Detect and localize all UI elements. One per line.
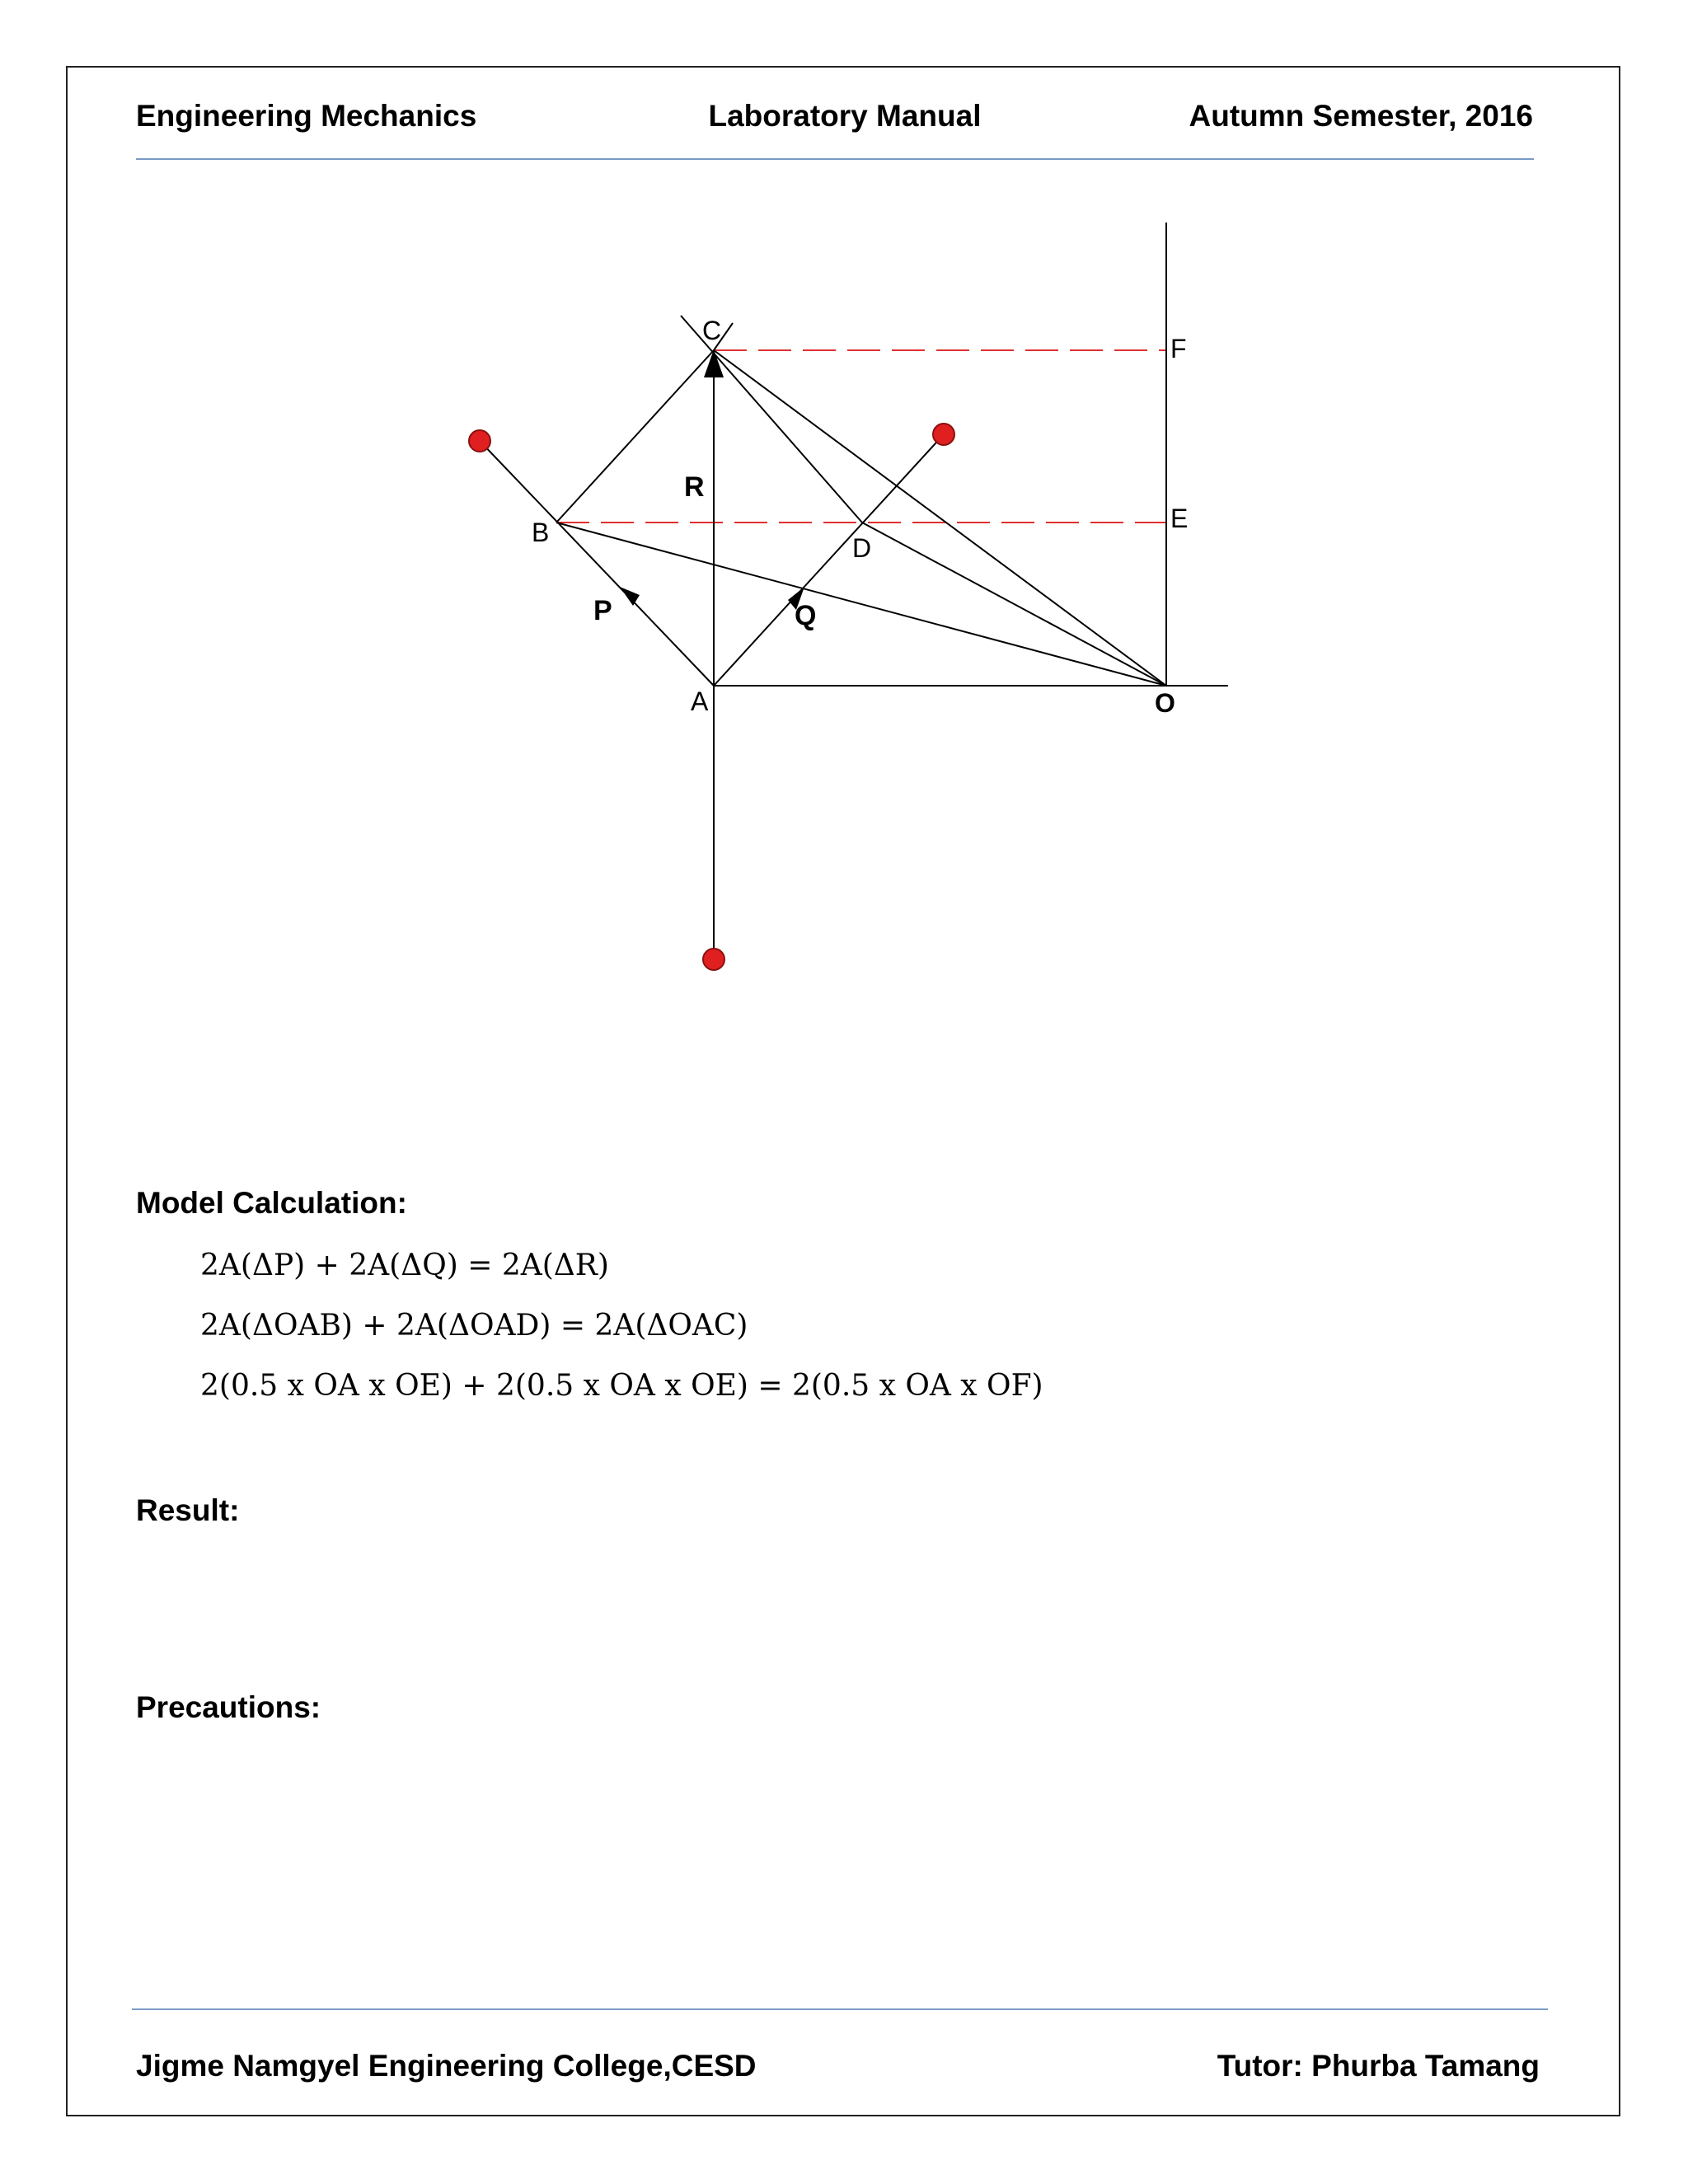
point-label-o: O [1155, 688, 1175, 718]
result-heading: Result: [136, 1493, 240, 1527]
precautions-heading: Precautions: [136, 1690, 321, 1724]
header-document-title: Laboratory Manual [708, 99, 982, 133]
force-q-line [714, 434, 944, 686]
point-label-e: E [1170, 504, 1189, 533]
weight-dot-left [469, 430, 490, 452]
header-course-title: Engineering Mechanics [136, 99, 477, 133]
point-label-d: D [852, 533, 872, 563]
force-label-q: Q [795, 600, 817, 631]
weight-dot-bottom [703, 949, 724, 970]
point-label-c: C [702, 316, 722, 345]
header-semester: Autumn Semester, 2016 [1189, 99, 1533, 133]
equation-line-1: 2A(ΔP) + 2A(ΔQ) = 2A(ΔR) [200, 1249, 609, 1282]
equation-line-2: 2A(ΔOAB) + 2A(ΔOAD) = 2A(ΔOAC) [200, 1309, 748, 1343]
force-diagram [0, 0, 1688, 1071]
model-calculation-heading: Model Calculation: [136, 1186, 407, 1220]
equation-line-3: 2(0.5 x OA x OE) + 2(0.5 x OA x OE) = 2(0.5 x OA x OF) [200, 1369, 1043, 1403]
footer-institution: Jigme Namgyel Engineering College,CESD [136, 2049, 757, 2083]
line-c-d-extended [681, 316, 862, 523]
footer-tutor: Tutor: Phurba Tamang [1217, 2049, 1540, 2083]
point-label-a: A [691, 687, 709, 716]
weight-dot-right [933, 424, 954, 445]
point-label-f: F [1170, 334, 1187, 363]
footer-rule [132, 2008, 1548, 2010]
line-c-o [714, 350, 1166, 686]
point-label-b: B [532, 518, 550, 547]
force-p-arrowhead [620, 587, 640, 606]
force-label-r: R [684, 471, 705, 503]
force-label-p: P [593, 595, 612, 626]
line-d-o [862, 523, 1166, 686]
